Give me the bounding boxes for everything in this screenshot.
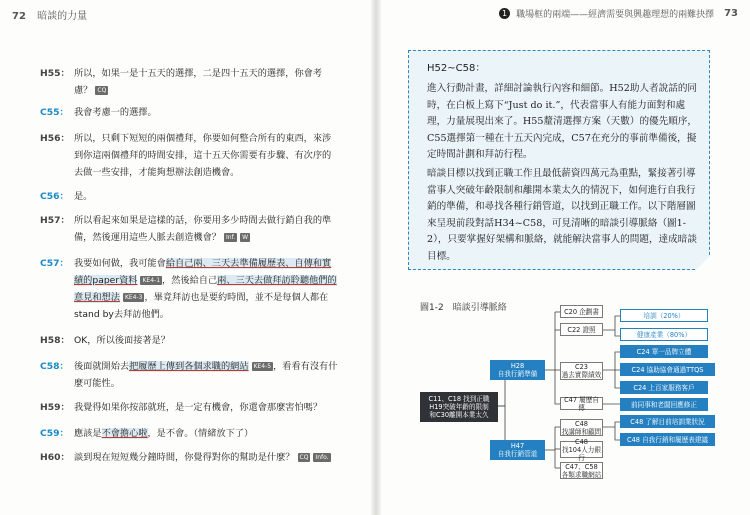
underlined-phrase: 兩、三天去做拜訪聆聽他們的意見和想法 [74,275,337,303]
diagram-outcome-feedback: 前同事和老闆回應修正 [620,398,708,411]
diagram-outcome-resume: C48 自我行銷和履歷表建議 [620,433,715,446]
speaker-label: C59： [40,428,69,439]
technique-tag: Inf. [226,234,236,241]
text-span: 我要如何做，我可能會 [74,258,166,269]
utterance-text [74,399,340,416]
dialogue-turn-c59 [40,425,340,442]
text-span: 後面就開始去 [74,361,130,372]
diagram-node-h28: H28 自我行銷準備 [490,360,545,380]
speaker-label: H57： [40,215,70,226]
speaker-label: C55： [40,107,69,118]
book-gutter [371,0,381,515]
speaker-label: C58： [40,361,69,372]
text-span: OK，所以後面接著是？ [74,335,170,346]
utterance-text [74,188,340,205]
commentary-paragraph-2: 暗談目標以找到正職工作且最低薪資四萬元為重點，緊接著引導當事人突破年齡限制和離開本業太久的情況下，如何進行自我行銷的準備，和尋找各種行銷管道，以找到正職工作。以下階層圖來呈現前段對話H34~C58，可見清晰的暗談引導脈絡（圖1-2），只要掌握好架構和脈絡，就能解決當事人的問題，達成暗談目標。 [427,168,697,262]
connector-c48a-out [603,422,620,440]
diagram-outcome-clients: C24 上百家服務客戶 [620,381,708,394]
left-running-title: 暗談的力量 [37,11,88,22]
underlined-phrase: 把履歷上傳到各個求職的網站 [129,361,249,372]
technique-tag: KE4-5 [253,363,272,370]
dialogue-turn-c55 [40,104,340,121]
utterance-text [74,449,340,466]
connector-c22-trunk [603,316,620,336]
speaker-label: H56： [40,133,70,144]
diagram-root-node: C11、C18 找到正職 H19突破年齡的限制 和C30離開本業太久 [420,392,498,422]
text-span: 我覺得如果你按部就班，是一定有機會，你還會那麼害怕嗎？ [74,402,323,413]
technique-tag: CQ [97,87,107,94]
right-page-header [499,7,738,20]
commentary-paragraph-1: 進入行動計畫，詳細討論執行內容和細節。H52助人者說話的同時，在白板上寫下“Just do it.”，代表當事人有能力面對和處理，力量展現出來了。H55釐清選擇方案（天數）的優先順序，C55選擇第一種在十五天內完成，C57在充分的事前準備後，擬定時間計劃和拜訪行程。 [427,83,698,160]
right-running-title: 職場框的兩端——經濟需要與興趣理想的兩難抉擇 [516,10,715,20]
dialogue-turn-h58 [40,332,340,349]
diagram-node-c47b: C47、C58 各類求職網站 [561,462,602,479]
utterance-text [74,255,340,323]
text-span: 談到現在短短幾分鐘時間，你覺得對你的幫助是什麼？ [74,452,295,463]
utterance-text [74,65,340,99]
utterance-text [74,358,340,392]
commentary-title: H52~C58： [427,63,486,74]
dialogue-turn-c56 [40,188,340,205]
text-span: ，畢竟拜訪也是要約時間，並不是每個人都在stand by去拜訪他們。 [74,292,329,320]
dialogue-turn-c58 [40,358,340,392]
utterance-text [74,332,340,349]
dialogue-turn-h59 [40,399,340,416]
speaker-label: H58： [40,335,70,346]
utterance-text [74,425,340,442]
box-corner-fold [696,256,710,270]
text-span: 應該是 [74,428,102,439]
speaker-label: H60： [40,452,70,463]
diagram-node-c47a: C47 履歷自傳 [560,397,603,410]
dialogue-turn-h57 [40,212,340,246]
dialogue-turn-h60 [40,449,340,466]
technique-tag: CQ [299,454,309,461]
diagram-outcome-training: 培訓（20%） [620,309,708,322]
commentary-box [408,50,710,270]
diagram-outcome-brand: C24 單一品牌立體 [620,345,708,358]
underlined-phrase: 不會擔心啦 [101,428,148,439]
technique-tag: KE4-1 [142,277,161,284]
diagram-node-c22: C22 證照 [560,323,603,336]
speaker-label: C56： [40,191,69,202]
speaker-label: C57： [40,258,69,269]
text-span: 所以，只剩下短短的兩個禮拜，你要如何整合所有的東西，來涉到你這兩個禮拜的時間安排，這十五天你需要有步驟、有次序的去做一些安排，才能夠想辦法創造機會。 [74,133,332,178]
dialogue-turn-h56 [40,130,340,181]
utterance-text [74,130,340,181]
right-page-number: 73 [724,8,738,19]
technique-tag: Info. [315,454,329,461]
diagram-outcome-health: 健康產業（80%） [620,328,708,341]
utterance-text [74,104,340,121]
diagram-outcome-industry: C48 了解目前培訓業狀況 [620,415,715,428]
diagram-node-c48b: C48 找104人力銀行 [560,441,603,458]
text-span: 是。 [74,191,93,202]
dialogue-turn-c57 [40,255,340,323]
diagram-node-c23: C23 過去實際績效 [561,363,602,379]
speaker-label: H59： [40,402,70,413]
text-span: ，然後給自己 [162,275,218,286]
diagram-node-c48a: C48 找講師和顧問 [561,419,602,436]
chapter-number-badge: 1 [499,8,510,19]
technique-tag: KE4-3 [124,294,143,301]
left-page-header [12,7,87,22]
figure-caption: 圖1-2 暗談引導脈絡 [420,303,507,313]
left-page-number: 72 [12,11,26,22]
utterance-text [74,212,340,246]
diagram-outcome-ttqs: C24 協助協會通過TTQS [620,363,715,376]
underlined-phrase: 給自己兩、三天去準備履歷表、自傳和實績的paper資料 [74,258,332,286]
text-span: ，看看有沒有什麼可能性。 [74,361,338,389]
dialogue-turn-h55 [40,65,340,99]
text-span: 我會考慮一的選擇。 [74,107,157,118]
connector-c23-trunk [603,352,620,388]
diagram-node-h47: H47 自我行銷管道 [490,440,545,460]
technique-tag: W [242,234,249,241]
diagram-node-c20: C20 企劃書 [560,305,603,318]
text-span: ，是不會。（情緒放下了） [147,428,254,439]
speaker-label: H55： [40,68,70,79]
text-span: 所以看起來如果是這樣的話，你要用多少時間去做行銷自我的準備，然後運用這些人脈去創造機會？ [74,215,332,243]
text-span: 所以，如果一是十五天的選擇，二是四十五天的選擇，你會考慮？ [74,68,323,96]
